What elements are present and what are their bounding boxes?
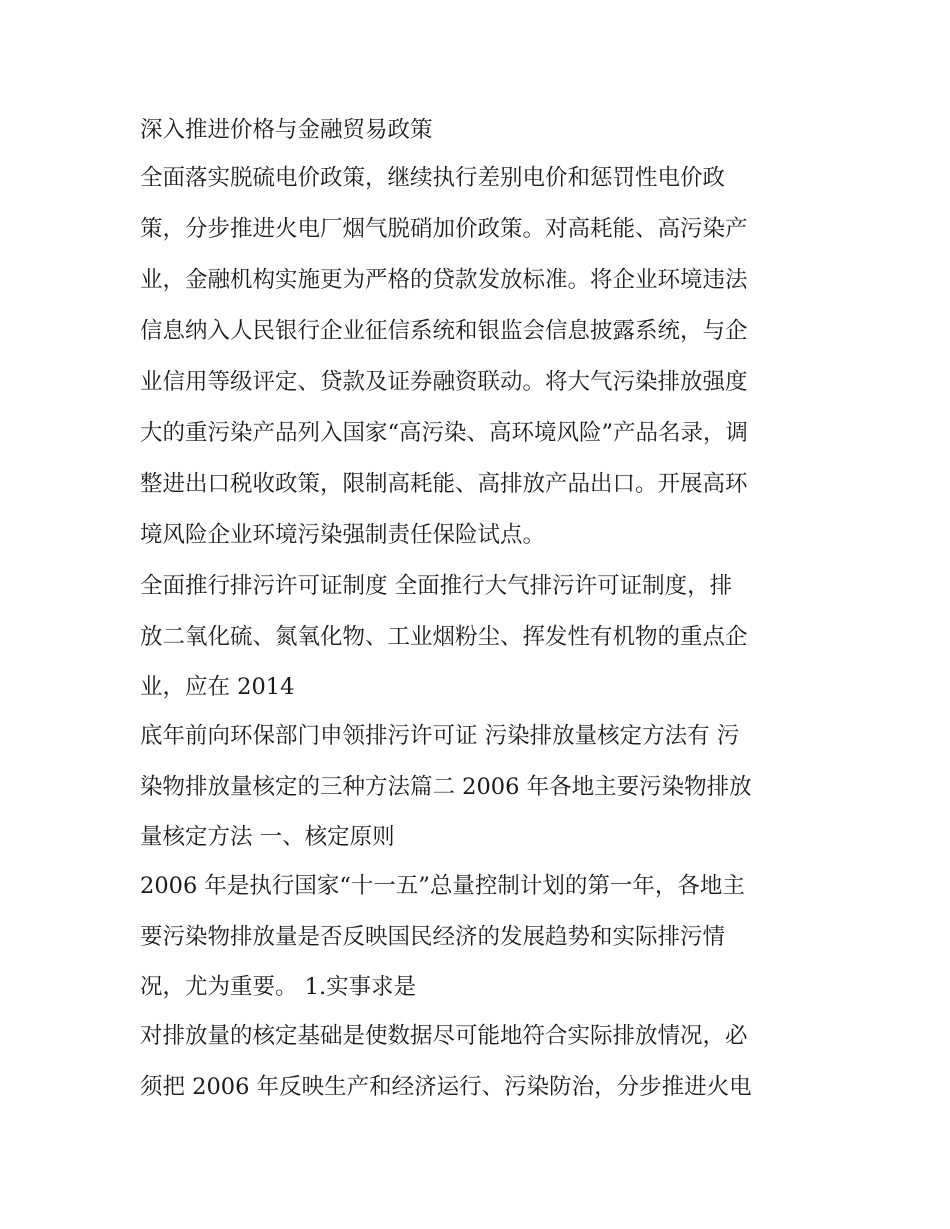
paragraph-line: 大的重污染产品列入国家“高污染、高环境风险”产品名录，调 <box>140 420 749 446</box>
paragraph-line: 放二氧化硫、氮氧化物、工业烟粉尘、挥发性有机物的重点企 <box>140 624 748 650</box>
paragraph-line: 业，应在 2014 <box>140 674 295 700</box>
section-heading: 深入推进价格与金融贸易政策 <box>140 117 433 143</box>
paragraph-line: 对排放量的核定基础是使数据尽可能地符合实际排放情况，必 <box>140 1023 748 1049</box>
paragraph-line: 信息纳入人民银行企业征信系统和银监会信息披露系统，与企 <box>140 318 748 344</box>
paragraph-line: 整进出口税收政策，限制高耗能、高排放产品出口。开展高环 <box>140 471 748 497</box>
paragraph-line: 染物排放量核定的三种方法篇二 2006 年各地主要污染物排放 <box>140 774 752 800</box>
paragraph-line: 业，金融机构实施更为严格的贷款发放标准。将企业环境违法 <box>140 267 748 293</box>
paragraph-line: 全面推行排污许可证制度 全面推行大气排污许可证制度，排 <box>140 573 733 599</box>
paragraph-line: 须把 2006 年反映生产和经济运行、污染防治，分步推进火电 <box>140 1074 752 1100</box>
paragraph-line: 量核定方法 一、核定原则 <box>140 824 395 850</box>
paragraph-line: 策，分步推进火电厂烟气脱硝加价政策。对高耗能、高污染产 <box>140 216 748 242</box>
paragraph-line: 业信用等级评定、贷款及证券融资联动。将大气污染排放强度 <box>140 369 748 395</box>
paragraph-line: 境风险企业环境污染强制责任保险试点。 <box>140 522 546 548</box>
paragraph-line: 况，尤为重要。 1.实事求是 <box>140 974 417 1000</box>
paragraph-line: 全面落实脱硫电价政策，继续执行差别电价和惩罚性电价政 <box>140 165 726 191</box>
paragraph-line: 要污染物排放量是否反映国民经济的发展趋势和实际排污情 <box>140 924 726 950</box>
paragraph-line: 底年前向环保部门申领排污许可证 污染排放量核定方法有 污 <box>140 723 740 749</box>
paragraph-line: 2006 年是执行国家“十一五”总量控制计划的第一年，各地主 <box>140 873 745 899</box>
document-body <box>140 108 820 1113</box>
